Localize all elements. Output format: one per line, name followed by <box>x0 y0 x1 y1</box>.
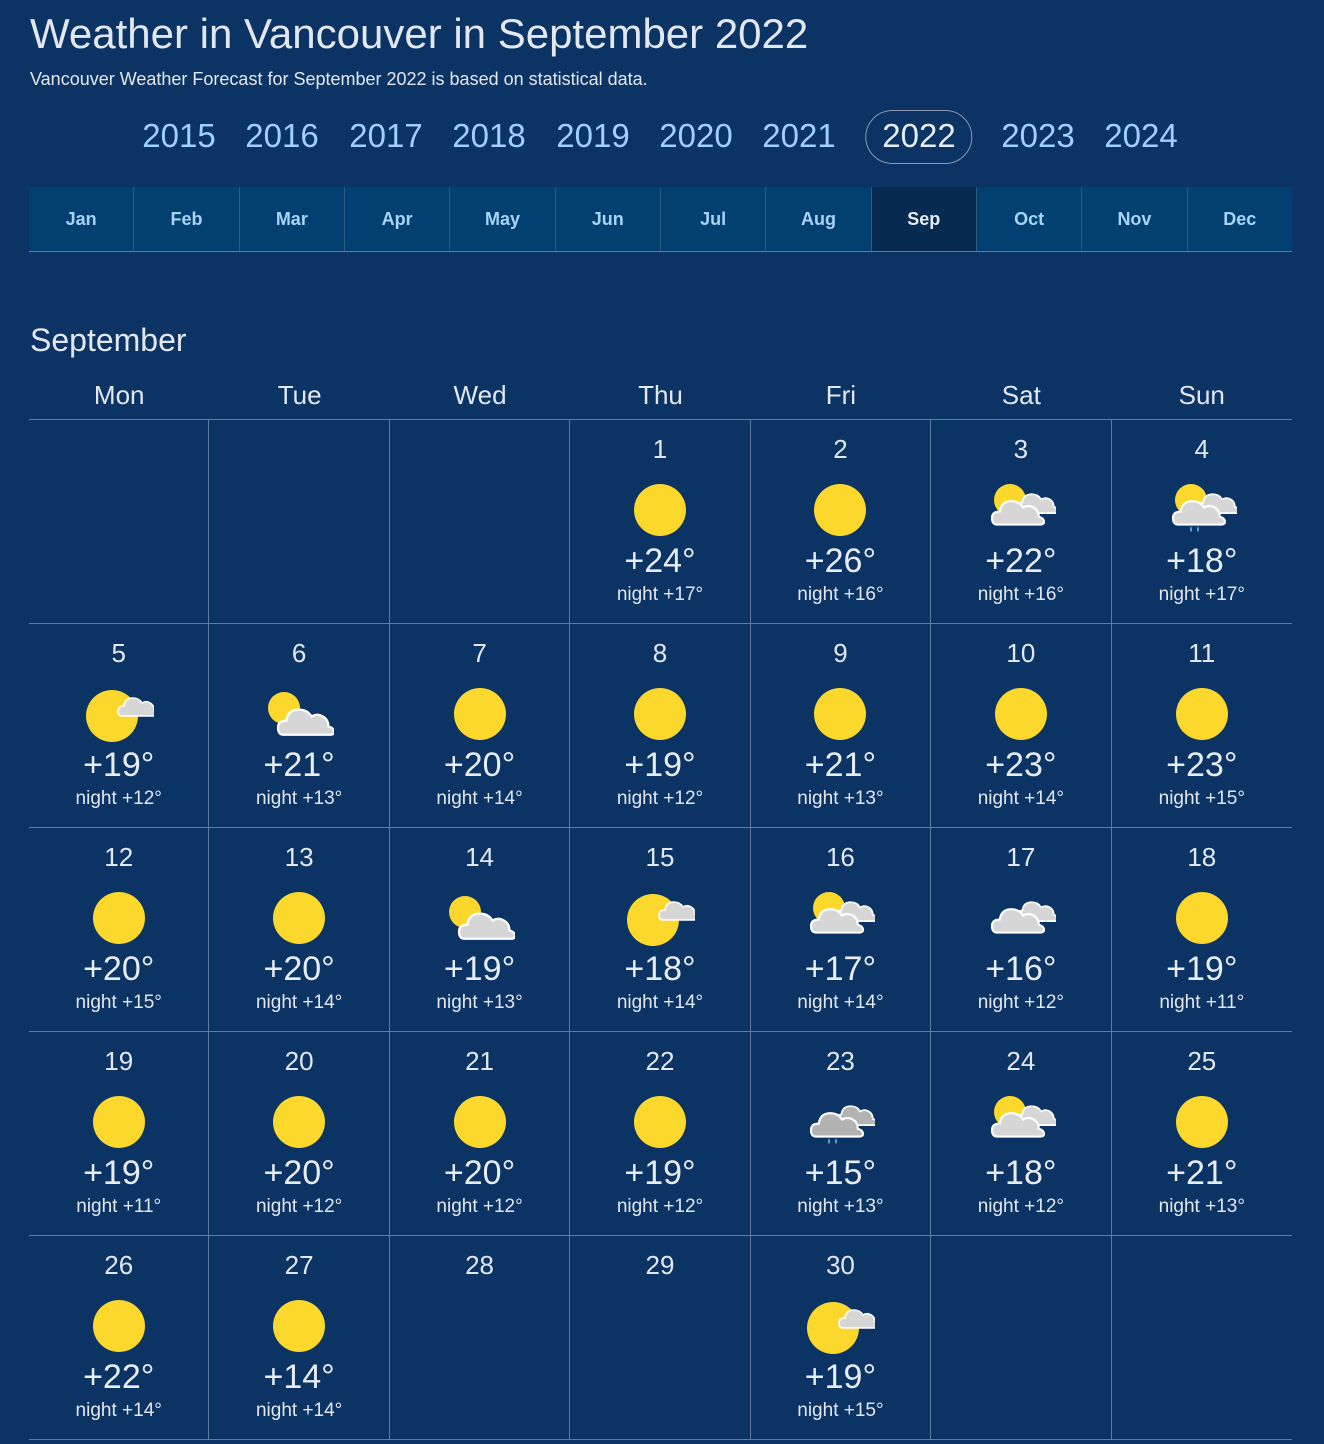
day-number: 28 <box>465 1250 495 1280</box>
day-cell <box>931 624 1111 828</box>
sun-small-cloud-icon <box>625 888 695 948</box>
night-temperature: night +13° <box>255 788 343 809</box>
day-cell <box>29 1236 209 1440</box>
day-cell <box>390 624 570 828</box>
page-title: Weather in Vancouver in September 2022 <box>30 10 809 57</box>
night-temperature: night +14° <box>977 788 1064 809</box>
night-temperature: night +15° <box>797 1400 884 1421</box>
night-temperature: night +13° <box>436 992 523 1013</box>
day-cell <box>751 1032 931 1236</box>
day-temperature: +21° <box>804 746 877 784</box>
empty-cell <box>390 420 570 624</box>
month-tab-jun[interactable]: Jun <box>556 187 661 251</box>
year-link-2015[interactable]: 2015 <box>142 117 216 154</box>
night-temperature: night +16° <box>797 584 884 605</box>
day-cell <box>751 1236 931 1440</box>
night-temperature: night +12° <box>255 1196 343 1217</box>
day-temperature: +18° <box>985 1154 1057 1192</box>
day-cell <box>390 1236 570 1440</box>
day-temperature: +19° <box>804 1358 877 1396</box>
month-tab-may[interactable]: May <box>450 187 555 251</box>
day-temperature: +19° <box>83 1154 155 1192</box>
day-temperature: +18° <box>1166 542 1238 580</box>
day-temperature: +14° <box>263 1358 335 1396</box>
night-temperature: night +12° <box>616 788 704 809</box>
weekday-label: Thu <box>638 380 683 410</box>
day-number: 14 <box>465 842 495 872</box>
day-number: 3 <box>1013 434 1029 464</box>
sun-icon <box>805 684 875 744</box>
day-number: 19 <box>104 1046 134 1076</box>
weekday-label: Sat <box>1001 380 1041 410</box>
day-number: 20 <box>284 1046 314 1076</box>
weekday-label: Wed <box>453 380 507 410</box>
day-number: 24 <box>1006 1046 1036 1076</box>
month-tab-mar[interactable]: Mar <box>240 187 345 251</box>
cloudy-sun-icon <box>986 480 1056 540</box>
year-link-2021[interactable]: 2021 <box>762 117 836 154</box>
night-temperature: night +14° <box>75 1400 162 1421</box>
day-temperature: +15° <box>804 1154 877 1192</box>
day-temperature: +16° <box>985 950 1057 988</box>
page-subtitle: Vancouver Weather Forecast for September 2022 is based on statistical data. <box>30 69 648 89</box>
sun-icon <box>625 480 695 540</box>
day-number: 16 <box>825 842 855 872</box>
sun-icon <box>264 1092 334 1152</box>
weekday-label: Mon <box>93 380 145 410</box>
day-cell <box>931 420 1111 624</box>
cloudy-sun-icon <box>805 888 875 948</box>
day-number: 23 <box>825 1046 855 1076</box>
day-cell <box>931 828 1111 1032</box>
month-tab-feb[interactable]: Feb <box>134 187 239 251</box>
day-cell <box>390 828 570 1032</box>
year-link-2016[interactable]: 2016 <box>245 117 319 154</box>
weekday-label: Tue <box>277 380 322 410</box>
day-temperature: +22° <box>985 542 1057 580</box>
rain-sun-icon <box>1167 480 1237 540</box>
month-tab-nov[interactable]: Nov <box>1082 187 1187 251</box>
day-temperature: +22° <box>83 1358 155 1396</box>
day-temperature: +19° <box>624 746 696 784</box>
sun-icon <box>264 888 334 948</box>
day-cell <box>29 828 209 1032</box>
night-temperature: night +14° <box>255 992 343 1013</box>
month-tab-sep[interactable]: Sep <box>872 187 977 251</box>
day-cell <box>1112 1032 1292 1236</box>
day-cell <box>570 420 750 624</box>
day-number: 5 <box>111 638 126 668</box>
day-cell <box>751 828 931 1032</box>
sun-icon <box>84 1296 154 1356</box>
day-number: 29 <box>645 1250 675 1280</box>
day-number: 25 <box>1187 1046 1217 1076</box>
day-cell <box>209 1236 389 1440</box>
day-number: 18 <box>1187 842 1217 872</box>
day-number: 21 <box>465 1046 495 1076</box>
day-number: 15 <box>645 842 675 872</box>
day-number: 17 <box>1006 842 1036 872</box>
month-tab-jul[interactable]: Jul <box>661 187 766 251</box>
sun-icon <box>986 684 1056 744</box>
day-cell <box>570 1236 750 1440</box>
night-temperature: night +11° <box>76 1196 162 1217</box>
year-link-2022[interactable]: 2022 <box>865 110 972 164</box>
weekday-header <box>29 375 1292 420</box>
night-temperature: night +11° <box>1159 992 1245 1013</box>
day-temperature: +19° <box>1166 950 1238 988</box>
sun-icon <box>445 684 515 744</box>
day-cell <box>29 1032 209 1236</box>
sun-icon <box>84 1092 154 1152</box>
day-temperature: +26° <box>804 542 877 580</box>
day-temperature: +20° <box>263 1154 335 1192</box>
day-cell <box>570 624 750 828</box>
year-link-2023[interactable]: 2023 <box>1001 117 1075 154</box>
day-temperature: +18° <box>624 950 696 988</box>
night-temperature: night +13° <box>797 1196 884 1217</box>
day-cell <box>751 624 931 828</box>
month-tabs <box>29 187 1292 252</box>
day-cell <box>1112 828 1292 1032</box>
empty-cell <box>931 1236 1111 1440</box>
sun-icon <box>445 1092 515 1152</box>
day-cell <box>931 1032 1111 1236</box>
day-cell <box>570 828 750 1032</box>
cloudy-sun-icon <box>986 1092 1056 1152</box>
night-temperature: night +12° <box>977 992 1064 1013</box>
day-number: 4 <box>1194 434 1210 464</box>
partly-cloudy-icon <box>264 684 334 744</box>
night-temperature: night +12° <box>616 1196 704 1217</box>
day-temperature: +20° <box>263 950 335 988</box>
sun-icon <box>1167 1092 1237 1152</box>
weekday-label: Fri <box>825 380 857 410</box>
day-temperature: +21° <box>1166 1154 1238 1192</box>
day-temperature: +24° <box>624 542 696 580</box>
sun-icon <box>625 1092 695 1152</box>
day-temperature: +23° <box>1166 746 1238 784</box>
day-temperature: +23° <box>985 746 1057 784</box>
day-temperature: +19° <box>443 950 516 988</box>
night-temperature: night +12° <box>436 1196 523 1217</box>
night-temperature: night +15° <box>1158 788 1245 809</box>
day-cell <box>209 1032 389 1236</box>
day-number: 9 <box>833 638 848 668</box>
day-temperature: +21° <box>263 746 335 784</box>
day-temperature: +20° <box>443 1154 516 1192</box>
weekday-label: Sun <box>1178 380 1225 410</box>
day-cell <box>390 1032 570 1236</box>
partly-cloudy-icon <box>445 888 515 948</box>
day-number: 22 <box>645 1046 675 1076</box>
night-temperature: night +14° <box>797 992 884 1013</box>
day-cell <box>209 828 389 1032</box>
calendar-month-heading: September <box>30 322 187 358</box>
sun-icon <box>1167 684 1237 744</box>
day-number: 11 <box>1188 638 1216 668</box>
empty-cell <box>209 420 389 624</box>
day-temperature: +19° <box>83 746 155 784</box>
day-cell <box>570 1032 750 1236</box>
night-temperature: night +17° <box>1158 584 1245 605</box>
day-number: 12 <box>104 842 134 872</box>
night-temperature: night +14° <box>255 1400 343 1421</box>
day-cell <box>209 624 389 828</box>
day-cell <box>751 420 931 624</box>
empty-cell <box>1112 1236 1292 1440</box>
year-link-2018[interactable]: 2018 <box>452 117 526 154</box>
night-temperature: night +15° <box>75 992 162 1013</box>
sun-icon <box>84 888 154 948</box>
day-number: 30 <box>825 1250 855 1280</box>
day-number: 7 <box>472 638 487 668</box>
empty-cell <box>29 420 209 624</box>
year-link-2017[interactable]: 2017 <box>349 117 423 154</box>
calendar-grid <box>29 420 1292 1440</box>
night-temperature: night +13° <box>1158 1196 1245 1217</box>
day-cell <box>1112 420 1292 624</box>
year-link-2020[interactable]: 2020 <box>659 117 733 154</box>
day-temperature: +17° <box>804 950 877 988</box>
sun-small-cloud-icon <box>805 1296 875 1356</box>
rain-icon <box>805 1092 875 1152</box>
sun-icon <box>264 1296 334 1356</box>
month-tab-aug[interactable]: Aug <box>766 187 871 251</box>
month-tab-apr[interactable]: Apr <box>345 187 450 251</box>
day-temperature: +19° <box>624 1154 696 1192</box>
night-temperature: night +12° <box>977 1196 1064 1217</box>
night-temperature: night +14° <box>616 992 704 1013</box>
month-tab-dec[interactable]: Dec <box>1188 187 1292 251</box>
day-number: 13 <box>284 842 314 872</box>
night-temperature: night +13° <box>797 788 884 809</box>
year-link-2024[interactable]: 2024 <box>1104 117 1178 154</box>
sun-small-cloud-icon <box>84 684 154 744</box>
day-temperature: +20° <box>443 746 516 784</box>
day-number: 27 <box>284 1250 314 1280</box>
night-temperature: night +16° <box>977 584 1064 605</box>
day-number: 6 <box>291 638 307 668</box>
sun-icon <box>625 684 695 744</box>
sun-icon <box>1167 888 1237 948</box>
night-temperature: night +14° <box>436 788 523 809</box>
day-number: 8 <box>652 638 668 668</box>
year-link-2019[interactable]: 2019 <box>556 117 630 154</box>
cloudy-icon <box>986 888 1056 948</box>
day-number: 2 <box>833 434 848 464</box>
night-temperature: night +17° <box>616 584 704 605</box>
day-cell <box>1112 624 1292 828</box>
year-selector <box>0 110 1324 164</box>
night-temperature: night +12° <box>75 788 162 809</box>
month-tab-oct[interactable]: Oct <box>977 187 1082 251</box>
day-number: 26 <box>104 1250 134 1280</box>
sun-icon <box>805 480 875 540</box>
day-number: 10 <box>1006 638 1036 668</box>
month-tab-jan[interactable]: Jan <box>29 187 134 251</box>
day-number: 1 <box>652 434 668 464</box>
day-cell <box>29 624 209 828</box>
day-temperature: +20° <box>83 950 155 988</box>
